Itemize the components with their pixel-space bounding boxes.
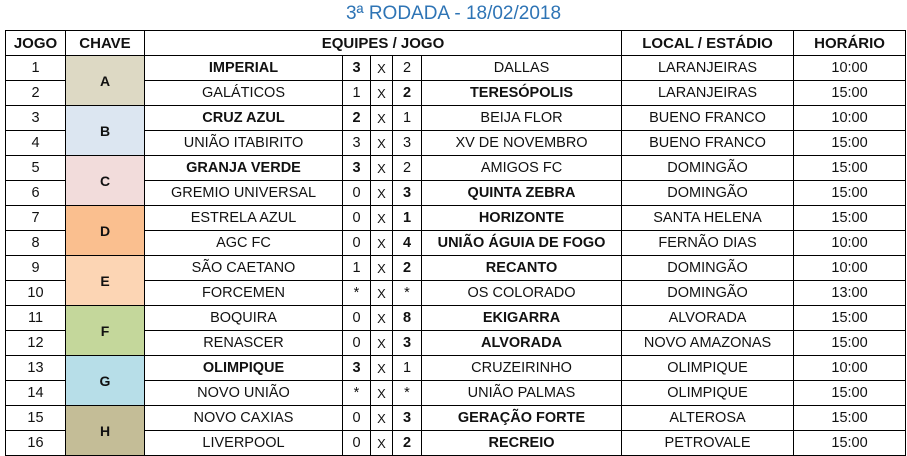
jogo-number: 7 xyxy=(6,206,66,231)
versus-mark: X xyxy=(371,106,393,131)
away-team: AMIGOS FC xyxy=(422,156,622,181)
jogo-number: 1 xyxy=(6,56,66,81)
home-team: UNIÃO ITABIRITO xyxy=(145,131,343,156)
away-score: 2 xyxy=(393,56,422,81)
away-team: EKIGARRA xyxy=(422,306,622,331)
home-score: 0 xyxy=(343,406,371,431)
away-score: 1 xyxy=(393,106,422,131)
header-equipes: EQUIPES / JOGO xyxy=(145,31,622,56)
match-time: 15:00 xyxy=(794,406,906,431)
home-team: SÃO CAETANO xyxy=(145,256,343,281)
home-team: OLIMPIQUE xyxy=(145,356,343,381)
away-score: 2 xyxy=(393,156,422,181)
table-row xyxy=(6,156,906,181)
away-score: 8 xyxy=(393,306,422,331)
home-team: NOVO CAXIAS xyxy=(145,406,343,431)
home-score: 0 xyxy=(343,306,371,331)
local-stadium: LARANJEIRAS xyxy=(622,56,794,81)
away-team: UNIÃO PALMAS xyxy=(422,381,622,406)
page-title: 3ª RODADA - 18/02/2018 xyxy=(345,3,562,24)
away-team: UNIÃO ÁGUIA DE FOGO xyxy=(422,231,622,256)
local-stadium: LARANJEIRAS xyxy=(622,81,794,106)
home-score: 3 xyxy=(343,131,371,156)
table-row xyxy=(6,106,906,131)
jogo-number: 10 xyxy=(6,281,66,306)
chave-group: E xyxy=(66,256,145,306)
away-score: 2 xyxy=(393,431,422,456)
match-time: 10:00 xyxy=(794,231,906,256)
local-stadium: DOMINGÃO xyxy=(622,156,794,181)
jogo-number: 4 xyxy=(6,131,66,156)
chave-group: C xyxy=(66,156,145,206)
versus-mark: X xyxy=(371,256,393,281)
local-stadium: DOMINGÃO xyxy=(622,256,794,281)
home-team: IMPERIAL xyxy=(145,56,343,81)
home-team: RENASCER xyxy=(145,331,343,356)
chave-group: H xyxy=(66,406,145,456)
jogo-number: 5 xyxy=(6,156,66,181)
match-time: 10:00 xyxy=(794,256,906,281)
table-row xyxy=(6,356,906,381)
home-team: GREMIO UNIVERSAL xyxy=(145,181,343,206)
away-team: BEIJA FLOR xyxy=(422,106,622,131)
away-score: 3 xyxy=(393,131,422,156)
local-stadium: ALVORADA xyxy=(622,306,794,331)
local-stadium: ALTEROSA xyxy=(622,406,794,431)
chave-group: G xyxy=(66,356,145,406)
jogo-number: 12 xyxy=(6,331,66,356)
jogo-number: 8 xyxy=(6,231,66,256)
away-team: XV DE NOVEMBRO xyxy=(422,131,622,156)
versus-mark: X xyxy=(371,406,393,431)
chave-group: A xyxy=(66,56,145,106)
away-score: 3 xyxy=(393,406,422,431)
away-team: RECANTO xyxy=(422,256,622,281)
local-stadium: BUENO FRANCO xyxy=(622,131,794,156)
match-time: 15:00 xyxy=(794,181,906,206)
jogo-number: 11 xyxy=(6,306,66,331)
table-row xyxy=(6,406,906,431)
versus-mark: X xyxy=(371,56,393,81)
local-stadium: OLIMPIQUE xyxy=(622,356,794,381)
jogo-number: 16 xyxy=(6,431,66,456)
match-time: 15:00 xyxy=(794,306,906,331)
home-score: 0 xyxy=(343,231,371,256)
home-score: 3 xyxy=(343,156,371,181)
header-chave: CHAVE xyxy=(66,31,145,56)
versus-mark: X xyxy=(371,231,393,256)
versus-mark: X xyxy=(371,131,393,156)
table-row xyxy=(6,56,906,81)
versus-mark: X xyxy=(371,156,393,181)
away-score: 3 xyxy=(393,181,422,206)
header-jogo: JOGO xyxy=(6,31,66,56)
home-score: * xyxy=(343,281,371,306)
match-time: 15:00 xyxy=(794,81,906,106)
versus-mark: X xyxy=(371,431,393,456)
away-score: 2 xyxy=(393,81,422,106)
home-team: GALÁTICOS xyxy=(145,81,343,106)
away-score: 3 xyxy=(393,331,422,356)
away-score: 4 xyxy=(393,231,422,256)
home-team: BOQUIRA xyxy=(145,306,343,331)
away-score: 1 xyxy=(393,356,422,381)
jogo-number: 2 xyxy=(6,81,66,106)
match-time: 15:00 xyxy=(794,431,906,456)
away-team: OS COLORADO xyxy=(422,281,622,306)
jogo-number: 14 xyxy=(6,381,66,406)
home-score: 0 xyxy=(343,181,371,206)
local-stadium: PETROVALE xyxy=(622,431,794,456)
home-team: AGC FC xyxy=(145,231,343,256)
schedule-table xyxy=(5,30,906,456)
versus-mark: X xyxy=(371,81,393,106)
local-stadium: DOMINGÃO xyxy=(622,181,794,206)
table-row xyxy=(6,206,906,231)
away-score: * xyxy=(393,381,422,406)
away-score: 2 xyxy=(393,256,422,281)
home-team: NOVO UNIÃO xyxy=(145,381,343,406)
versus-mark: X xyxy=(371,331,393,356)
home-score: * xyxy=(343,381,371,406)
match-time: 15:00 xyxy=(794,131,906,156)
away-score: 1 xyxy=(393,206,422,231)
jogo-number: 13 xyxy=(6,356,66,381)
away-team: QUINTA ZEBRA xyxy=(422,181,622,206)
home-team: GRANJA VERDE xyxy=(145,156,343,181)
match-time: 10:00 xyxy=(794,356,906,381)
chave-group: B xyxy=(66,106,145,156)
jogo-number: 15 xyxy=(6,406,66,431)
home-team: CRUZ AZUL xyxy=(145,106,343,131)
home-score: 3 xyxy=(343,56,371,81)
header-local: LOCAL / ESTÁDIO xyxy=(622,31,794,56)
away-team: TERESÓPOLIS xyxy=(422,81,622,106)
home-score: 0 xyxy=(343,206,371,231)
versus-mark: X xyxy=(371,181,393,206)
home-score: 1 xyxy=(343,81,371,106)
match-time: 15:00 xyxy=(794,206,906,231)
away-team: ALVORADA xyxy=(422,331,622,356)
local-stadium: SANTA HELENA xyxy=(622,206,794,231)
local-stadium: NOVO AMAZONAS xyxy=(622,331,794,356)
versus-mark: X xyxy=(371,356,393,381)
chave-group: F xyxy=(66,306,145,356)
away-team: RECREIO xyxy=(422,431,622,456)
match-time: 15:00 xyxy=(794,381,906,406)
away-team: GERAÇÃO FORTE xyxy=(422,406,622,431)
match-time: 15:00 xyxy=(794,331,906,356)
versus-mark: X xyxy=(371,206,393,231)
match-time: 10:00 xyxy=(794,106,906,131)
versus-mark: X xyxy=(371,281,393,306)
local-stadium: DOMINGÃO xyxy=(622,281,794,306)
jogo-number: 3 xyxy=(6,106,66,131)
home-score: 0 xyxy=(343,431,371,456)
match-time: 10:00 xyxy=(794,56,906,81)
header-horario: HORÁRIO xyxy=(794,31,906,56)
local-stadium: OLIMPIQUE xyxy=(622,381,794,406)
match-time: 13:00 xyxy=(794,281,906,306)
jogo-number: 9 xyxy=(6,256,66,281)
home-score: 0 xyxy=(343,331,371,356)
home-score: 2 xyxy=(343,106,371,131)
away-team: DALLAS xyxy=(422,56,622,81)
chave-group: D xyxy=(66,206,145,256)
home-team: FORCEMEN xyxy=(145,281,343,306)
match-time: 15:00 xyxy=(794,156,906,181)
versus-mark: X xyxy=(371,381,393,406)
away-score: * xyxy=(393,281,422,306)
local-stadium: BUENO FRANCO xyxy=(622,106,794,131)
home-score: 3 xyxy=(343,356,371,381)
header-row xyxy=(6,31,906,56)
jogo-number: 6 xyxy=(6,181,66,206)
versus-mark: X xyxy=(371,306,393,331)
away-team: HORIZONTE xyxy=(422,206,622,231)
table-row xyxy=(6,306,906,331)
home-score: 1 xyxy=(343,256,371,281)
home-team: LIVERPOOL xyxy=(145,431,343,456)
table-row xyxy=(6,256,906,281)
away-team: CRUZEIRINHO xyxy=(422,356,622,381)
local-stadium: FERNÃO DIAS xyxy=(622,231,794,256)
home-team: ESTRELA AZUL xyxy=(145,206,343,231)
